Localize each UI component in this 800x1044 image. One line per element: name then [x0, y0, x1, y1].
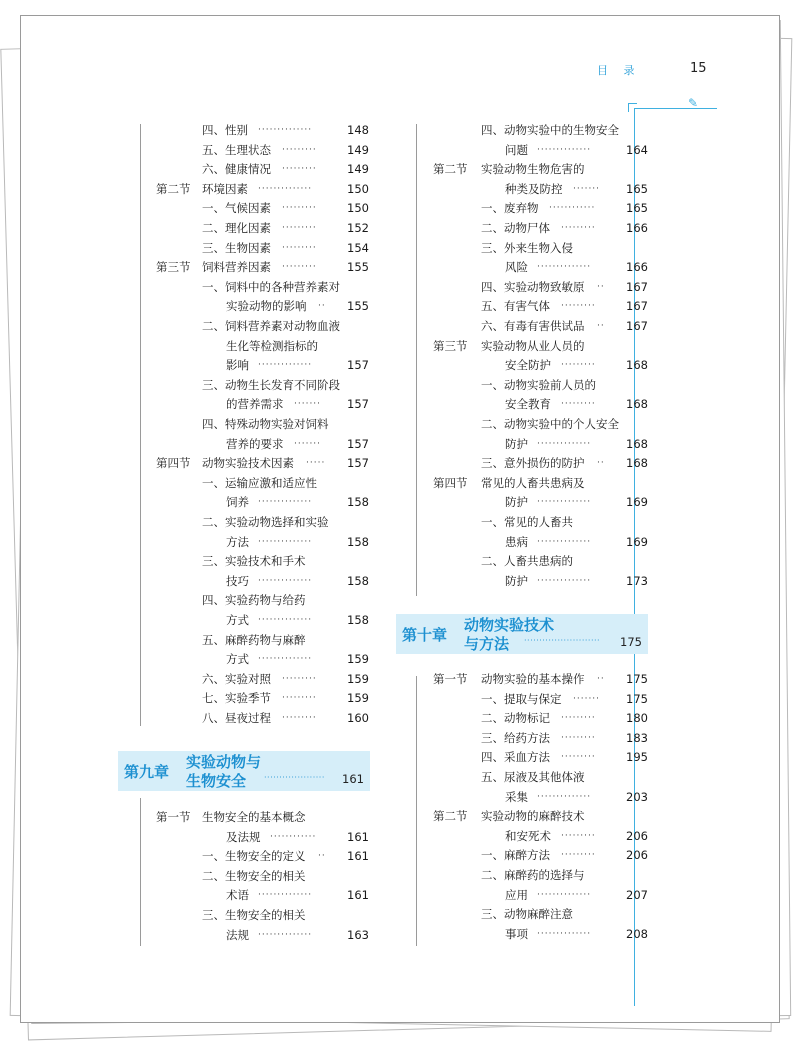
toc-entry-text: 二、动物标记	[481, 711, 550, 726]
toc-entry-text: 及法规	[226, 829, 261, 844]
toc-page-number: 208	[626, 926, 648, 941]
toc-entry-text: 三、外来生物入侵	[481, 240, 573, 255]
toc-entry-row[interactable]	[156, 572, 369, 591]
toc-entry-row[interactable]	[156, 356, 369, 375]
toc-entry-row[interactable]	[433, 239, 648, 258]
toc-leader-dots: ·······	[294, 438, 322, 449]
toc-entry-text: 实验动物从业人员的	[481, 338, 585, 353]
toc-entry-row[interactable]	[156, 709, 369, 728]
toc-section-label: 第二节	[433, 809, 468, 824]
toc-entry-row[interactable]	[433, 297, 648, 316]
toc-entry-row[interactable]	[156, 278, 369, 297]
toc-page-number: 159	[347, 671, 369, 686]
toc-entry-row[interactable]	[156, 828, 369, 847]
toc-entry-text: 三、动物生长发育不同阶段	[202, 377, 340, 392]
toc-entry-text: 问题	[505, 142, 528, 157]
toc-leader-dots: ··············	[258, 890, 313, 901]
toc-entry-text: 营养的要求	[226, 436, 284, 451]
toc-entry-text: 实验动物生物危害的	[481, 162, 585, 177]
toc-entry-text: 一、饲料中的各种营养素对	[202, 279, 340, 294]
toc-entry-text: 方式	[226, 613, 249, 627]
toc-page-number: 150	[347, 201, 369, 216]
toc-leader-dots: ·········	[282, 713, 317, 723]
chapter-page-number: 161	[342, 772, 364, 786]
toc-section-row[interactable]	[156, 180, 369, 199]
chapter-title-line2: 生物安全	[186, 772, 247, 790]
toc-entry-row[interactable]	[433, 513, 648, 532]
toc-entry-text: 六、有毒有害供试品	[481, 319, 585, 333]
document-page	[20, 15, 780, 1023]
toc-entry-row[interactable]	[433, 886, 648, 905]
toc-leader-dots: ·········	[561, 713, 596, 724]
toc-page-number: 167	[626, 279, 648, 294]
toc-leader-dots: ·····	[306, 458, 326, 469]
decor-rule-horizontal	[635, 108, 717, 109]
toc-entry-text: 四、采血方法	[481, 750, 550, 765]
toc-entry-text: 六、健康情况	[202, 162, 271, 177]
toc-page-number: 166	[626, 260, 648, 275]
toc-entry-text: 一、提取与保定	[481, 691, 562, 706]
toc-leader-dots: ·········	[561, 399, 596, 410]
toc-entry-row[interactable]	[156, 631, 369, 650]
toc-entry-text: 四、动物实验中的生物安全	[481, 123, 619, 137]
toc-page-number: 148	[347, 123, 369, 137]
toc-page-number: 155	[347, 299, 369, 314]
toc-leader-dots: ··············	[258, 536, 313, 547]
toc-leader-dots: ··············	[258, 125, 313, 135]
toc-entry-row[interactable]	[433, 925, 648, 944]
toc-section-label: 第一节	[433, 672, 468, 686]
toc-page-number: 166	[626, 221, 648, 235]
toc-page-number: 207	[626, 887, 648, 902]
toc-page-number: 175	[626, 691, 648, 706]
toc-entry-text: 风险	[505, 260, 528, 275]
toc-entry-row[interactable]	[156, 533, 369, 552]
toc-leader-dots: ·······	[573, 693, 601, 704]
toc-page-number: 157	[347, 456, 369, 471]
toc-entry-row[interactable]	[433, 415, 648, 434]
toc-section-row[interactable]	[433, 160, 648, 179]
toc-entry-text: 一、麻醉方法	[481, 848, 550, 863]
toc-entry-text: 动物实验技术因素	[202, 456, 294, 471]
toc-leader-dots: ··	[597, 281, 605, 292]
toc-page-number: 180	[626, 711, 648, 726]
toc-entry-row[interactable]	[156, 474, 369, 493]
column-rule	[140, 124, 141, 726]
toc-entry-row[interactable]	[433, 435, 648, 454]
toc-entry-text: 三、生物安全的相关	[202, 908, 306, 922]
toc-entry-text: 二、生物安全的相关	[202, 868, 306, 883]
toc-entry-text: 技巧	[226, 573, 249, 588]
toc-leader-dots: ·······	[573, 183, 601, 194]
toc-entry-text: 种类及防控	[505, 181, 563, 196]
toc-leader-dots: ·········	[282, 203, 317, 214]
toc-entry-text: 饲料营养因素	[202, 260, 271, 275]
toc-page-number: 154	[347, 240, 369, 255]
toc-entry-text: 三、动物麻醉注意	[481, 907, 573, 922]
toc-page-number: 169	[626, 534, 648, 549]
toc-entry-text: 三、给药方法	[481, 730, 550, 745]
toc-entry-row[interactable]	[156, 376, 369, 395]
chapter-number: 第九章	[124, 763, 170, 781]
toc-entry-text: 五、生理状态	[202, 142, 271, 157]
toc-entry-text: 方法	[226, 534, 249, 549]
pen-icon: ✎	[688, 96, 699, 110]
toc-leader-dots: ············	[270, 831, 317, 842]
toc-entry-text: 动物实验的基本操作	[481, 672, 585, 686]
toc-entry-text: 二、人畜共患病的	[481, 554, 573, 569]
toc-entry-row[interactable]	[156, 435, 369, 454]
toc-section-label: 第四节	[433, 475, 468, 490]
toc-entry-row[interactable]	[433, 533, 648, 552]
toc-leader-dots: ··············	[258, 654, 313, 665]
toc-leader-dots: ·········	[561, 360, 596, 371]
toc-leader-dots: ·········	[282, 164, 317, 175]
toc-page-number: 169	[626, 495, 648, 510]
toc-entry-text: 一、生物安全的定义	[202, 849, 306, 864]
toc-page-number: 149	[347, 142, 369, 157]
toc-page-number: 158	[347, 534, 369, 549]
toc-entry-text: 常见的人畜共患病及	[481, 475, 585, 490]
toc-entry-text: 二、实验动物选择和实验	[202, 515, 329, 529]
toc-entry-row[interactable]	[156, 906, 369, 925]
toc-leader-dots: ·········	[561, 752, 596, 763]
toc-entry-row[interactable]	[156, 552, 369, 571]
toc-entry-text: 事项	[505, 926, 528, 941]
toc-entry-text: 二、饲料营养素对动物血液	[202, 319, 340, 333]
toc-leader-dots: ·········	[561, 830, 596, 841]
toc-page-number: 161	[347, 829, 369, 844]
chapter-page-number: 175	[620, 635, 642, 649]
toc-page-number: 164	[626, 142, 648, 157]
toc-page-number: 161	[347, 849, 369, 864]
toc-entry-text: 实验动物的影响	[226, 299, 307, 314]
toc-section-row[interactable]	[156, 454, 369, 473]
column-rule	[416, 124, 417, 596]
toc-entry-row[interactable]	[156, 689, 369, 708]
toc-entry-row[interactable]	[156, 337, 369, 356]
toc-page-number: 157	[347, 397, 369, 412]
toc-entry-text: 防护	[505, 573, 528, 588]
toc-entry-text: 四、实验药物与给药	[202, 593, 306, 608]
toc-entry-row[interactable]	[156, 670, 369, 689]
toc-leader-dots: ··	[597, 321, 605, 331]
toc-leader-dots: ·······	[294, 399, 322, 410]
header-title: 目 录	[597, 64, 641, 77]
toc-entry-row[interactable]	[156, 650, 369, 669]
toc-entry-text: 四、实验动物致敏原	[481, 279, 585, 294]
chapter-heading[interactable]	[118, 751, 370, 791]
toc-page-number: 203	[626, 789, 648, 804]
toc-page-number: 168	[626, 358, 648, 373]
toc-entry-text: 安全防护	[505, 358, 551, 373]
toc-entry-row[interactable]	[433, 572, 648, 591]
toc-leader-dots: ·········	[282, 673, 317, 684]
toc-entry-text: 患病	[505, 534, 528, 549]
toc-page-number: 195	[626, 750, 648, 765]
toc-page-number: 158	[347, 573, 369, 588]
toc-entry-row[interactable]	[433, 219, 648, 238]
toc-entry-row[interactable]	[433, 180, 648, 199]
toc-page-number: 155	[347, 260, 369, 275]
toc-entry-row[interactable]	[433, 454, 648, 473]
toc-leader-dots: ··············	[258, 615, 313, 625]
toc-entry-text: 三、生物因素	[202, 240, 271, 255]
toc-section-label: 第三节	[433, 338, 468, 353]
toc-entry-text: 二、动物实验中的个人安全	[481, 417, 619, 431]
chapter-title-line2: 与方法	[464, 635, 510, 653]
toc-page-number: 175	[626, 672, 648, 686]
toc-entry-text: 三、意外损伤的防护	[481, 456, 585, 471]
toc-page-number: 152	[347, 221, 369, 235]
toc-page-number: 150	[347, 181, 369, 196]
toc-section-label: 第三节	[156, 260, 191, 275]
toc-section-label: 第二节	[433, 162, 468, 177]
chapter-heading[interactable]	[396, 614, 648, 654]
column-rule	[416, 676, 417, 946]
toc-section-row[interactable]	[433, 337, 648, 356]
toc-entry-row[interactable]	[433, 199, 648, 218]
toc-leader-dots: ··············	[537, 791, 592, 802]
toc-entry-text: 和安死术	[505, 828, 551, 843]
toc-page-number: 206	[626, 848, 648, 863]
toc-entry-text: 生化等检测指标的	[226, 338, 318, 353]
toc-entry-row[interactable]	[156, 199, 369, 218]
toc-entry-text: 五、尿液及其他体液	[481, 770, 585, 784]
toc-page-number: 159	[347, 652, 369, 667]
page-number: 15	[690, 61, 707, 76]
toc-entry-text: 法规	[226, 927, 249, 942]
toc-entry-row[interactable]	[156, 395, 369, 414]
toc-entry-text: 五、麻醉药物与麻醉	[202, 632, 306, 647]
toc-entry-row[interactable]	[156, 160, 369, 179]
toc-page-number: 163	[347, 927, 369, 942]
chapter-title-line1: 动物实验技术	[464, 616, 555, 634]
toc-entry-text: 应用	[505, 887, 528, 902]
toc-leader-dots: ·········	[282, 144, 317, 155]
toc-entry-row[interactable]	[156, 141, 369, 160]
toc-leader-dots: ··············	[537, 536, 592, 547]
toc-leader-dots: ··	[597, 674, 605, 684]
toc-entry-text: 二、理化因素	[202, 221, 271, 235]
toc-entry-row[interactable]	[433, 690, 648, 709]
toc-leader-dots: ·········	[561, 301, 596, 312]
toc-entry-row[interactable]	[433, 376, 648, 395]
toc-page-number: 183	[626, 730, 648, 745]
toc-entry-row[interactable]	[433, 395, 648, 414]
toc-section-row[interactable]	[156, 808, 369, 827]
toc-entry-text: 五、有害气体	[481, 299, 550, 314]
toc-page-number: 168	[626, 456, 648, 471]
toc-leader-dots: ··············	[258, 497, 313, 508]
toc-entry-text: 采集	[505, 789, 528, 804]
toc-entry-row[interactable]	[156, 121, 369, 140]
toc-entry-text: 防护	[505, 436, 528, 451]
toc-section-label: 第二节	[156, 181, 191, 196]
toc-entry-row[interactable]	[433, 846, 648, 865]
toc-entry-text: 二、麻醉药的选择与	[481, 868, 585, 882]
toc-entry-text: 三、实验技术和手术	[202, 554, 306, 569]
toc-entry-row[interactable]	[433, 709, 648, 728]
toc-section-row[interactable]	[433, 474, 648, 493]
toc-leader-dots: ·········	[282, 693, 317, 704]
toc-page-number: 165	[626, 201, 648, 216]
toc-entry-text: 饲养	[226, 495, 249, 510]
toc-entry-row[interactable]	[433, 121, 648, 140]
toc-entry-text: 一、气候因素	[202, 201, 271, 216]
toc-entry-row[interactable]	[433, 729, 648, 748]
toc-leader-dots: ··············	[258, 929, 313, 940]
toc-section-row[interactable]	[156, 258, 369, 277]
toc-entry-text: 的营养需求	[226, 397, 284, 412]
toc-entry-row[interactable]	[433, 493, 648, 512]
toc-section-label: 第四节	[156, 456, 191, 471]
toc-page-number: 206	[626, 828, 648, 843]
toc-leader-dots: ·········	[561, 850, 596, 861]
toc-entry-text: 方式	[226, 652, 249, 667]
toc-leader-dots: ·········	[561, 732, 596, 743]
chapter-title-line1: 实验动物与	[186, 753, 262, 771]
toc-section-label: 第一节	[156, 810, 191, 824]
toc-entry-row[interactable]	[156, 611, 369, 630]
toc-entry-row[interactable]	[433, 356, 648, 375]
toc-entry-row[interactable]	[156, 219, 369, 238]
toc-page-number: 157	[347, 436, 369, 451]
toc-page-number: 158	[347, 613, 369, 627]
toc-page-number: 167	[626, 319, 648, 333]
column-rule	[140, 798, 141, 946]
toc-page-number: 149	[347, 162, 369, 177]
toc-entry-text: 术语	[226, 888, 249, 903]
toc-section-row[interactable]	[433, 807, 648, 826]
toc-page-number: 160	[347, 711, 369, 725]
toc-entry-row[interactable]	[433, 141, 648, 160]
toc-entry-row[interactable]	[156, 847, 369, 866]
toc-entry-text: 二、动物尸体	[481, 221, 550, 235]
toc-leader-dots: ············	[549, 203, 596, 214]
toc-page-number: 158	[347, 495, 369, 510]
toc-entry-text: 环境因素	[202, 181, 248, 196]
toc-leader-dots: ··············	[537, 889, 592, 900]
toc-leader-dots: ·········	[282, 242, 317, 253]
toc-leader-dots: ··············	[537, 497, 592, 508]
toc-leader-dots: ··	[318, 301, 326, 312]
toc-leader-dots: ··············	[537, 262, 592, 273]
toc-leader-dots: ··············	[537, 928, 592, 939]
toc-entry-row[interactable]	[433, 827, 648, 846]
toc-entry-text: 一、废弃物	[481, 201, 539, 216]
toc-entry-text: 七、实验季节	[202, 691, 271, 706]
toc-leader-dots: ··············	[258, 360, 313, 371]
toc-page-number: 159	[347, 691, 369, 706]
toc-leader-dots: ··············	[258, 183, 313, 194]
toc-entry-row[interactable]	[156, 926, 369, 945]
toc-entry-text: 四、特殊动物实验对饲料	[202, 417, 329, 431]
toc-leader-dots: ··············	[258, 575, 313, 586]
toc-entry-row[interactable]	[156, 317, 369, 336]
toc-entry-row[interactable]	[433, 748, 648, 767]
toc-entry-text: 四、性别	[202, 123, 248, 137]
toc-leader-dots: ··············	[537, 438, 592, 449]
toc-page-number: 165	[626, 181, 648, 196]
toc-leader-dots: ·········	[561, 223, 596, 233]
toc-page-number: 161	[347, 888, 369, 903]
toc-entry-row[interactable]	[433, 278, 648, 297]
toc-entry-text: 一、常见的人畜共	[481, 515, 573, 529]
toc-entry-row[interactable]	[433, 905, 648, 924]
toc-entry-row[interactable]	[433, 317, 648, 336]
toc-entry-row[interactable]	[156, 513, 369, 532]
toc-entry-row[interactable]	[156, 867, 369, 886]
toc-leader-dots: ·········	[282, 262, 317, 273]
toc-entry-row[interactable]	[433, 258, 648, 277]
toc-leader-dots: ··	[318, 851, 326, 862]
toc-leader-dots: ·········	[282, 223, 317, 233]
toc-entry-row[interactable]	[433, 866, 648, 885]
toc-entry-text: 防护	[505, 495, 528, 510]
toc-entry-row[interactable]	[433, 788, 648, 807]
toc-entry-row[interactable]	[433, 552, 648, 571]
toc-entry-row[interactable]	[156, 493, 369, 512]
toc-entry-row[interactable]	[156, 415, 369, 434]
toc-entry-text: 影响	[226, 358, 249, 373]
toc-leader-dots: ··············	[537, 575, 592, 586]
toc-page-number: 168	[626, 436, 648, 451]
toc-entry-text: 一、动物实验前人员的	[481, 377, 596, 392]
toc-page-number: 168	[626, 397, 648, 412]
toc-entry-text: 八、昼夜过程	[202, 711, 271, 725]
toc-entry-text: 安全教育	[505, 397, 551, 412]
toc-section-row[interactable]	[433, 670, 648, 689]
toc-entry-row[interactable]	[156, 239, 369, 258]
chapter-number: 第十章	[402, 626, 448, 644]
chapter-leader-dots: ·························	[524, 636, 601, 645]
toc-page-number: 173	[626, 573, 648, 588]
toc-leader-dots: ··············	[537, 144, 592, 155]
toc-entry-text: 生物安全的基本概念	[202, 810, 306, 824]
toc-entry-text: 实验动物的麻醉技术	[481, 809, 585, 824]
toc-entry-row[interactable]	[156, 591, 369, 610]
toc-entry-row[interactable]	[156, 886, 369, 905]
toc-page-number: 167	[626, 299, 648, 314]
toc-entry-row[interactable]	[433, 768, 648, 787]
toc-leader-dots: ··	[597, 458, 605, 469]
chapter-leader-dots: ····················	[264, 773, 325, 782]
toc-page-number: 157	[347, 358, 369, 373]
toc-entry-text: 六、实验对照	[202, 671, 271, 686]
toc-entry-row[interactable]	[156, 297, 369, 316]
toc-entry-text: 一、运输应激和适应性	[202, 475, 317, 490]
